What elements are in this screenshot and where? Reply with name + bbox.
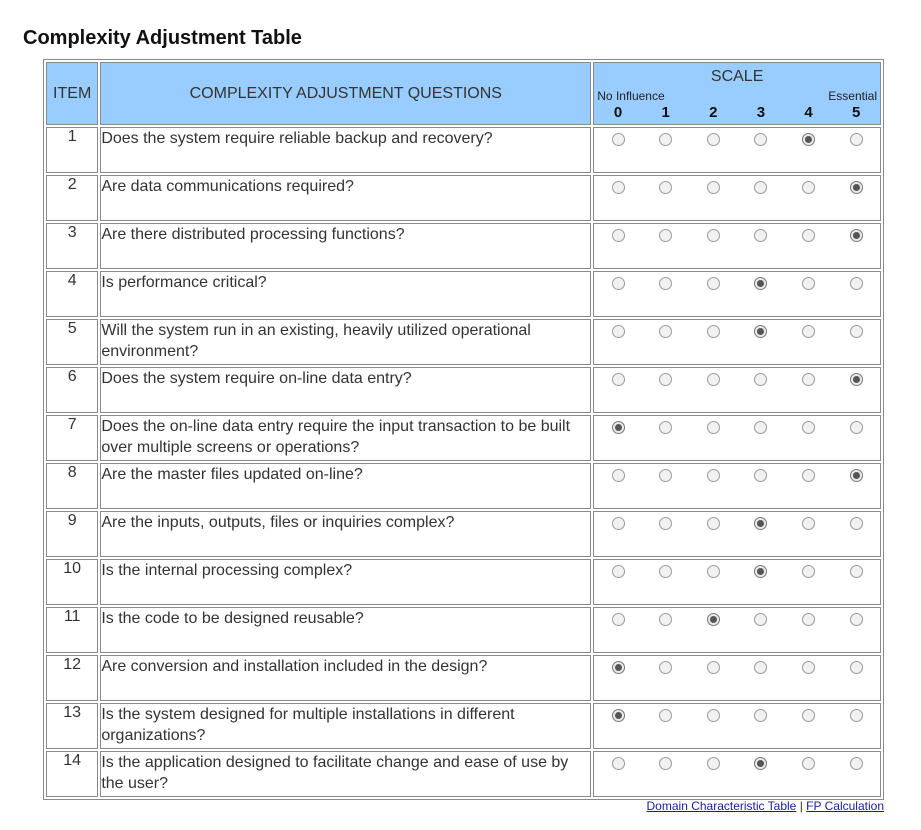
- scale-radio-5[interactable]: [850, 421, 863, 434]
- scale-radio-1[interactable]: [659, 325, 672, 338]
- scale-radio-3[interactable]: [754, 613, 767, 626]
- question-text: Is the application designed to facilitate change and ease of use by the user?: [100, 751, 591, 797]
- scale-radio-3[interactable]: [754, 661, 767, 674]
- scale-radio-0[interactable]: [612, 517, 625, 530]
- scale-radio-0[interactable]: [612, 229, 625, 242]
- scale-radio-2[interactable]: [707, 325, 720, 338]
- radio-group: [594, 224, 880, 242]
- scale-radio-1[interactable]: [659, 229, 672, 242]
- item-number: 4: [46, 271, 98, 317]
- question-text: Are there distributed processing functions?: [100, 223, 591, 269]
- radio-group: [594, 320, 880, 338]
- scale-radio-1[interactable]: [659, 517, 672, 530]
- question-text: Are the inputs, outputs, files or inquiries complex?: [100, 511, 591, 557]
- table-row: [46, 127, 881, 173]
- scale-radio-0[interactable]: [612, 181, 625, 194]
- scale-radio-1[interactable]: [659, 613, 672, 626]
- question-text: Are conversion and installation included in the design?: [100, 655, 591, 701]
- scale-radio-2[interactable]: [707, 229, 720, 242]
- item-number: 13: [46, 703, 98, 749]
- scale-number: 3: [756, 104, 766, 121]
- question-text: Are data communications required?: [100, 175, 591, 221]
- scale-options: [593, 607, 881, 653]
- radio-group: [594, 176, 880, 194]
- header-questions: COMPLEXITY ADJUSTMENT QUESTIONS: [100, 62, 591, 125]
- scale-radio-2[interactable]: [707, 421, 720, 434]
- scale-radio-4[interactable]: [802, 517, 815, 530]
- header-scale: [593, 62, 881, 125]
- scale-radio-5[interactable]: [850, 709, 863, 722]
- scale-radio-5[interactable]: [850, 229, 863, 242]
- scale-radio-3[interactable]: [754, 421, 767, 434]
- item-number: 12: [46, 655, 98, 701]
- scale-radio-2[interactable]: [707, 709, 720, 722]
- scale-number: 5: [852, 104, 861, 121]
- scale-radio-2[interactable]: [707, 517, 720, 530]
- radio-group: [594, 128, 880, 146]
- table-row: [46, 319, 881, 365]
- question-text: Does the on-line data entry require the input transaction to be built over multiple screens or operations?: [100, 415, 591, 461]
- scale-radio-2[interactable]: [707, 277, 720, 290]
- scale-radio-1[interactable]: [659, 373, 672, 386]
- scale-number: 4: [804, 104, 813, 121]
- scale-radio-5[interactable]: [850, 757, 863, 770]
- scale-radio-1[interactable]: [659, 709, 672, 722]
- scale-radio-0[interactable]: [612, 373, 625, 386]
- scale-options: [593, 511, 881, 557]
- table-row: [46, 175, 881, 221]
- radio-group: [594, 368, 880, 386]
- radio-group: [594, 512, 880, 530]
- item-number: 1: [46, 127, 98, 173]
- scale-high-label: Essential: [828, 89, 877, 103]
- radio-group: [594, 608, 880, 626]
- scale-radio-0[interactable]: [612, 661, 625, 674]
- page-title: Complexity Adjustment Table: [23, 27, 302, 49]
- scale-radio-3[interactable]: [754, 565, 767, 578]
- scale-radio-4[interactable]: [802, 661, 815, 674]
- table-row: [46, 559, 881, 605]
- scale-radio-5[interactable]: [850, 661, 863, 674]
- radio-group: [594, 416, 880, 434]
- table-row: [46, 415, 881, 461]
- scale-radio-5[interactable]: [850, 373, 863, 386]
- table-body: [46, 127, 881, 797]
- item-number: 3: [46, 223, 98, 269]
- scale-options: [593, 271, 881, 317]
- scale-radio-4[interactable]: [802, 373, 815, 386]
- question-text: Does the system require reliable backup and recovery?: [100, 127, 591, 173]
- scale-radio-3[interactable]: [754, 133, 767, 146]
- scale-number: 1: [661, 104, 670, 121]
- scale-radio-0[interactable]: [612, 325, 625, 338]
- scale-radio-4[interactable]: [802, 229, 815, 242]
- scale-radio-4[interactable]: [802, 133, 815, 146]
- scale-options: [593, 703, 881, 749]
- domain-characteristic-table-link[interactable]: Domain Characteristic Table: [646, 799, 797, 813]
- scale-radio-0[interactable]: [612, 613, 625, 626]
- question-text: Will the system run in an existing, heavily utilized operational environment?: [100, 319, 591, 365]
- table-row: [46, 703, 881, 749]
- scale-radio-4[interactable]: [802, 325, 815, 338]
- scale-radio-4[interactable]: [802, 565, 815, 578]
- scale-radio-2[interactable]: [707, 469, 720, 482]
- scale-radio-5[interactable]: [850, 565, 863, 578]
- scale-radio-1[interactable]: [659, 277, 672, 290]
- scale-radio-3[interactable]: [754, 277, 767, 290]
- radio-group: [594, 656, 880, 674]
- scale-options: [593, 559, 881, 605]
- scale-radio-2[interactable]: [707, 757, 720, 770]
- scale-radio-2[interactable]: [707, 373, 720, 386]
- scale-radio-5[interactable]: [850, 181, 863, 194]
- scale-radio-3[interactable]: [754, 325, 767, 338]
- scale-numbers: [594, 104, 880, 121]
- scale-radio-0[interactable]: [612, 277, 625, 290]
- scale-options: [593, 415, 881, 461]
- scale-radio-4[interactable]: [802, 277, 815, 290]
- scale-radio-1[interactable]: [659, 469, 672, 482]
- scale-number: 0: [613, 104, 623, 121]
- question-text: Are the master files updated on-line?: [100, 463, 591, 509]
- item-number: 5: [46, 319, 98, 365]
- scale-radio-1[interactable]: [659, 565, 672, 578]
- scale-radio-2[interactable]: [707, 613, 720, 626]
- scale-radio-3[interactable]: [754, 757, 767, 770]
- scale-title: SCALE: [710, 68, 764, 85]
- radio-group: [594, 704, 880, 722]
- fp-calculation-link[interactable]: FP Calculation: [806, 799, 884, 813]
- item-number: 6: [46, 367, 98, 413]
- footer-links: [647, 799, 884, 813]
- table-row: [46, 463, 881, 509]
- question-text: Is the internal processing complex?: [100, 559, 591, 605]
- scale-radio-0[interactable]: [612, 421, 625, 434]
- scale-options: [593, 367, 881, 413]
- scale-radio-4[interactable]: [802, 469, 815, 482]
- scale-radio-3[interactable]: [754, 181, 767, 194]
- scale-radio-4[interactable]: [802, 613, 815, 626]
- scale-radio-2[interactable]: [707, 181, 720, 194]
- scale-radio-2[interactable]: [707, 133, 720, 146]
- scale-radio-2[interactable]: [707, 661, 720, 674]
- scale-radio-3[interactable]: [754, 709, 767, 722]
- item-number: 11: [46, 607, 98, 653]
- complexity-adjustment-table: [43, 59, 884, 800]
- scale-radio-4[interactable]: [802, 709, 815, 722]
- scale-radio-0[interactable]: [612, 469, 625, 482]
- scale-radio-4[interactable]: [802, 421, 815, 434]
- table-row: [46, 607, 881, 653]
- table-row: [46, 223, 881, 269]
- radio-group: [594, 560, 880, 578]
- table-row: [46, 655, 881, 701]
- scale-radio-4[interactable]: [802, 181, 815, 194]
- scale-options: [593, 751, 881, 797]
- scale-options: [593, 127, 881, 173]
- scale-radio-0[interactable]: [612, 757, 625, 770]
- table-row: [46, 751, 881, 797]
- scale-radio-5[interactable]: [850, 277, 863, 290]
- scale-options: [593, 175, 881, 221]
- table-row: [46, 511, 881, 557]
- item-number: 7: [46, 415, 98, 461]
- item-number: 9: [46, 511, 98, 557]
- scale-radio-1[interactable]: [659, 661, 672, 674]
- scale-radio-5[interactable]: [850, 613, 863, 626]
- scale-low-label: No Influence: [597, 89, 665, 103]
- radio-group: [594, 752, 880, 770]
- header-item: ITEM: [46, 62, 98, 125]
- item-number: 8: [46, 463, 98, 509]
- scale-radio-1[interactable]: [659, 757, 672, 770]
- scale-radio-0[interactable]: [612, 565, 625, 578]
- scale-options: [593, 319, 881, 365]
- table-row: [46, 367, 881, 413]
- scale-radio-4[interactable]: [802, 757, 815, 770]
- scale-radio-2[interactable]: [707, 565, 720, 578]
- radio-group: [594, 464, 880, 482]
- scale-radio-5[interactable]: [850, 133, 863, 146]
- question-text: Is the code to be designed reusable?: [100, 607, 591, 653]
- scale-radio-3[interactable]: [754, 469, 767, 482]
- item-number: 14: [46, 751, 98, 797]
- footer-separator: |: [799, 799, 803, 813]
- scale-options: [593, 655, 881, 701]
- question-text: Is the system designed for multiple installations in different organizations?: [100, 703, 591, 749]
- scale-radio-3[interactable]: [754, 373, 767, 386]
- question-text: Is performance critical?: [100, 271, 591, 317]
- scale-radio-3[interactable]: [754, 229, 767, 242]
- item-number: 10: [46, 559, 98, 605]
- scale-radio-3[interactable]: [754, 517, 767, 530]
- scale-options: [593, 463, 881, 509]
- scale-radio-5[interactable]: [850, 517, 863, 530]
- scale-radio-5[interactable]: [850, 469, 863, 482]
- scale-radio-5[interactable]: [850, 325, 863, 338]
- question-text: Does the system require on-line data entry?: [100, 367, 591, 413]
- scale-options: [593, 223, 881, 269]
- table-row: [46, 271, 881, 317]
- scale-radio-1[interactable]: [659, 181, 672, 194]
- radio-group: [594, 272, 880, 290]
- scale-number: 2: [709, 104, 718, 121]
- scale-radio-0[interactable]: [612, 709, 625, 722]
- scale-radio-1[interactable]: [659, 421, 672, 434]
- scale-radio-1[interactable]: [659, 133, 672, 146]
- scale-radio-0[interactable]: [612, 133, 625, 146]
- item-number: 2: [46, 175, 98, 221]
